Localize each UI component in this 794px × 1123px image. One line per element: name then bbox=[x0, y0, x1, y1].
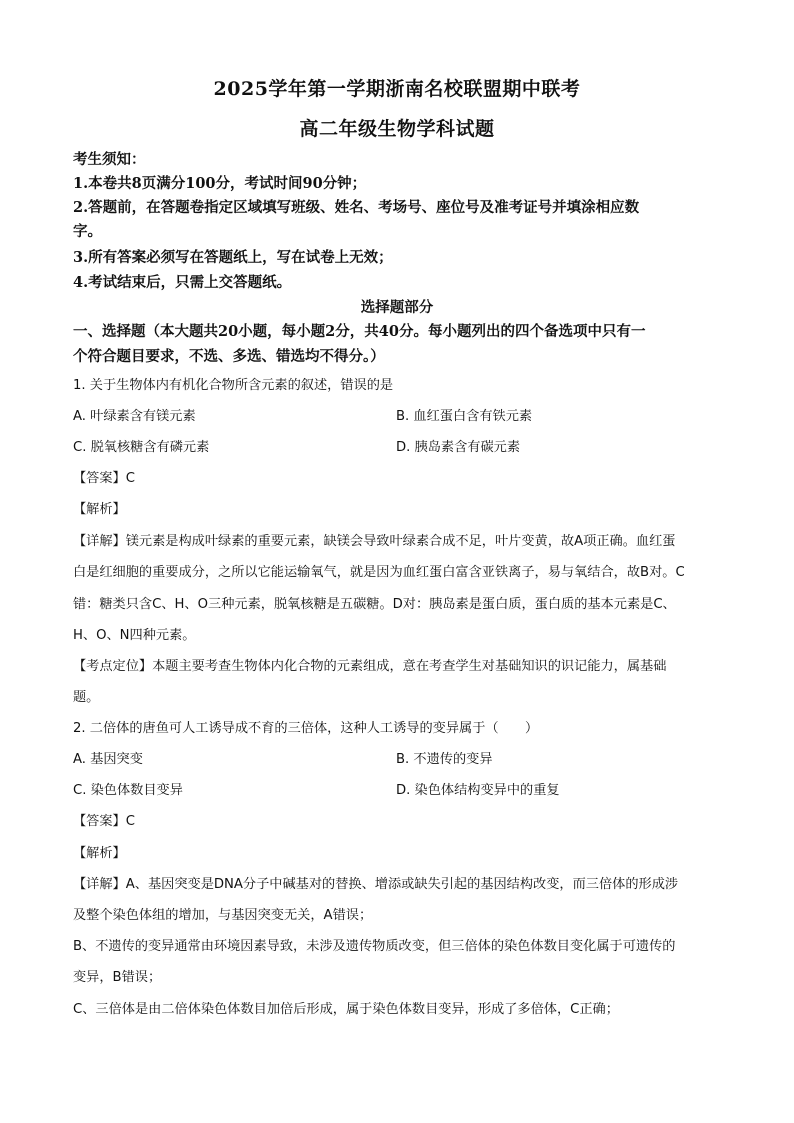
q2-analysis-label: 【解析】 bbox=[73, 846, 126, 861]
notice-item: 4.考试结束后，只需上交答题纸。 bbox=[73, 274, 292, 291]
q1-option-a: A. 叶绿素含有镁元素 bbox=[73, 409, 196, 424]
notice-heading: 考生须知： bbox=[73, 151, 146, 168]
notice-item: 字。 bbox=[73, 223, 102, 240]
q2-detail-line: C、三倍体是由二倍体染色体数目加倍后形成，属于染色体数目变异，形成了多倍体，C正确； bbox=[73, 1002, 619, 1017]
section-title: 选择题部分 bbox=[360, 299, 434, 316]
section-instruction: 个符合题目要求，不选、多选、错选均不得分。） bbox=[73, 348, 385, 365]
exam-title: 2025学年第一学期浙南名校联盟期中联考 bbox=[213, 78, 581, 100]
q2-detail-line: 【详解】A、基因突变是DNA分子中碱基对的替换、增添或缺失引起的基因结构改变，而三倍体的形成涉 bbox=[73, 877, 679, 892]
q1-detail-line: H、O、N四种元素。 bbox=[73, 628, 196, 643]
q2-option-c: C. 染色体数目变异 bbox=[73, 783, 183, 798]
q1-detail-line: 错：糖类只含C、H、O三种元素，脱氧核糖是五碳糖。D对：胰岛素是蛋白质，蛋白质的基本元素是C、 bbox=[73, 597, 676, 612]
q1-detail-line: 白是红细胞的重要成分，之所以它能运输氧气，就是因为血红蛋白富含亚铁离子，易与氧结合，故B对。C bbox=[73, 565, 685, 580]
q1-kaodian-line: 【考点定位】本题主要考查生物体内化合物的元素组成，意在考查学生对基础知识的识记能力，属基础 bbox=[73, 659, 667, 674]
q1-analysis-label: 【解析】 bbox=[73, 502, 126, 517]
exam-subtitle: 高二年级生物学科试题 bbox=[299, 118, 495, 140]
q1-answer: 【答案】C bbox=[73, 471, 135, 486]
q2-option-b: B. 不遗传的变异 bbox=[396, 752, 493, 767]
notice-item: 1.本卷共8页满分100分，考试时间90分钟； bbox=[73, 175, 367, 192]
q1-detail-line: 【详解】镁元素是构成叶绿素的重要元素，缺镁会导致叶绿素合成不足，叶片变黄，故A项正确。血红蛋 bbox=[73, 534, 676, 549]
q2-option-d: D. 染色体结构变异中的重复 bbox=[396, 783, 560, 798]
q2-detail-line: 及整个染色体组的增加，与基因突变无关，A错误； bbox=[73, 908, 373, 923]
section-instruction: 一、选择题（本大题共20小题，每小题2分，共40分。每小题列出的四个备选项中只有一 bbox=[73, 323, 646, 340]
q1-stem: 1. 关于生物体内有机化合物所含元素的叙述，错误的是 bbox=[73, 378, 394, 393]
q2-answer: 【答案】C bbox=[73, 814, 135, 829]
q2-detail-line: 变异，B错误； bbox=[73, 970, 162, 985]
q1-option-c: C. 脱氧核糖含有磷元素 bbox=[73, 440, 210, 455]
q2-stem: 2. 二倍体的唐鱼可人工诱导成不育的三倍体，这种人工诱导的变异属于（ ） bbox=[73, 721, 539, 736]
q2-detail-line: B、不遗传的变异通常由环境因素导致，未涉及遗传物质改变，但三倍体的染色体数目变化属于可遗传的 bbox=[73, 939, 676, 954]
q1-kaodian-line: 题。 bbox=[73, 690, 100, 705]
q1-option-b: B. 血红蛋白含有铁元素 bbox=[396, 409, 533, 424]
notice-item: 2.答题前，在答题卷指定区域填写班级、姓名、考场号、座位号及准考证号并填涂相应数 bbox=[73, 199, 640, 216]
q2-option-a: A. 基因突变 bbox=[73, 752, 143, 767]
notice-item: 3.所有答案必须写在答题纸上，写在试卷上无效； bbox=[73, 249, 393, 266]
q1-option-d: D. 胰岛素含有碳元素 bbox=[396, 440, 521, 455]
